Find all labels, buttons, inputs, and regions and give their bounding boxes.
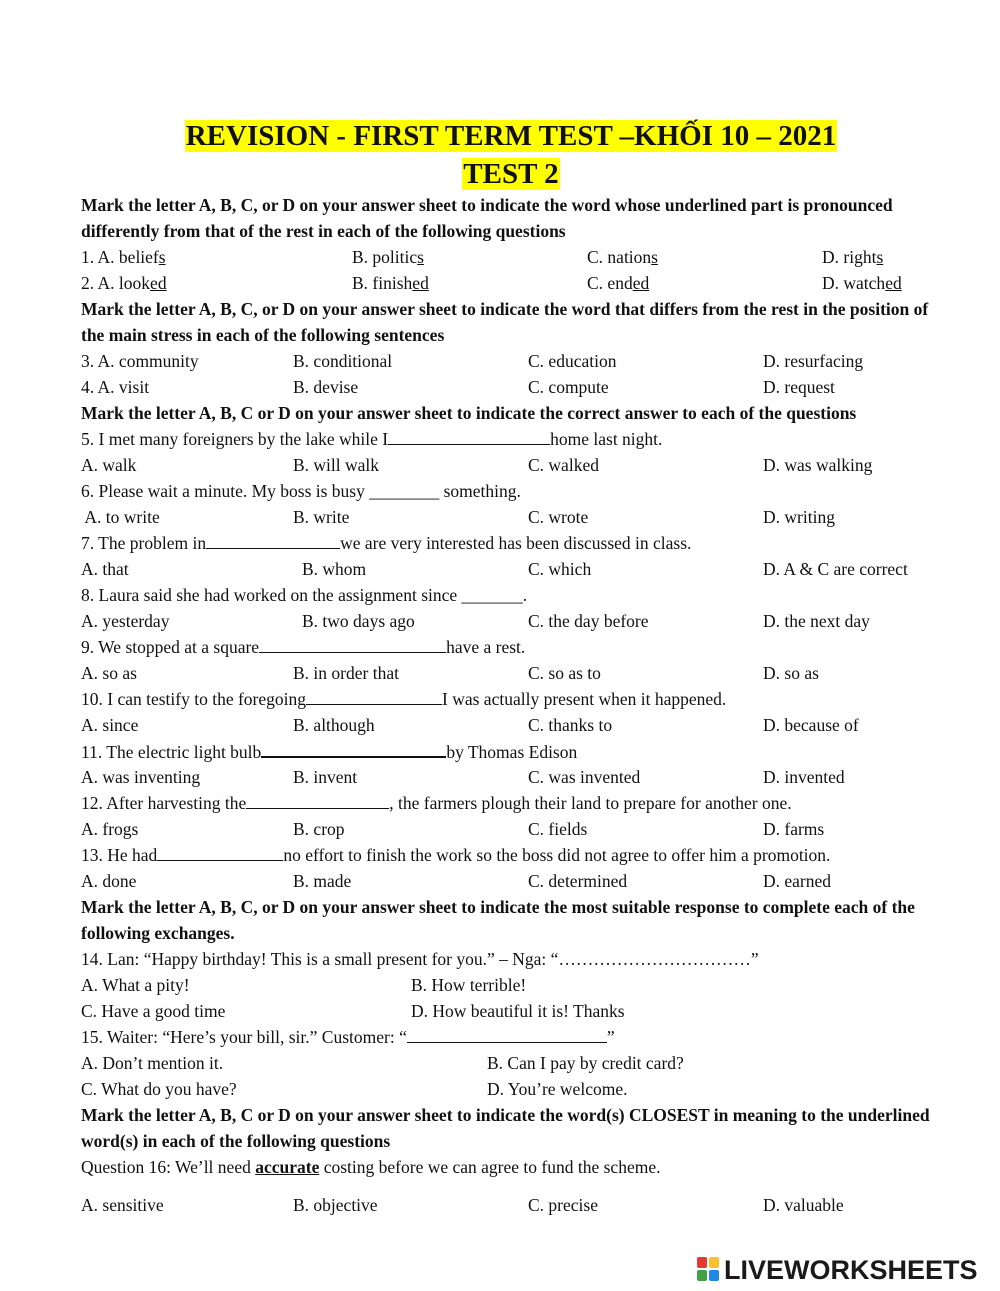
question-9-stem: 9. We stopped at a square have a rest.: [81, 634, 941, 660]
option-d: D. the next day: [763, 611, 870, 631]
option-c: C. precise: [528, 1195, 598, 1215]
option-a: A. so as: [81, 663, 137, 683]
question-5-stem: 5. I met many foreigners by the lake while I home last night.: [81, 426, 941, 452]
answer-blank: [261, 738, 446, 758]
question-16-stem: Question 16: We’ll need accurate costing before we can agree to fund the scheme.: [81, 1157, 661, 1177]
answer-blank: [407, 1024, 607, 1043]
answer-blank: [388, 426, 550, 445]
option-b: B. conditional: [293, 351, 393, 371]
option-a: A. that: [81, 559, 129, 579]
section-5-instruction: Mark the letter A, B, C or D on your answer sheet to indicate the word(s) CLOSEST in meaning to the underlined word(s) in each of the following questions: [81, 1105, 930, 1151]
option-d: D. earned: [763, 871, 832, 891]
option-c: C. Have a good time: [81, 1001, 226, 1021]
option-d: D. How beautiful it is! Thanks: [411, 1001, 625, 1021]
question-12-stem: 12. After harvesting the , the farmers plough their land to prepare for another one.: [81, 790, 941, 816]
option-a: 1. A. beliefs: [81, 247, 166, 267]
option-a: 3. A. community: [81, 351, 199, 371]
question-15-stem: 15. Waiter: “Here’s your bill, sir.” Customer: “ ”: [81, 1024, 941, 1050]
option-c: C. walked: [528, 455, 599, 475]
option-b: B. finished: [352, 273, 429, 293]
title-block: [81, 114, 941, 190]
option-a: 4. A. visit: [81, 377, 150, 397]
question-6-options: [81, 504, 941, 530]
option-b: B. How terrible!: [411, 975, 527, 995]
option-d: D. valuable: [763, 1195, 844, 1215]
option-a: A. What a pity!: [81, 975, 190, 995]
question-11-stem: 11. The electric light bulb by Thomas Edison: [81, 738, 941, 764]
option-c: C. What do you have?: [81, 1079, 237, 1099]
logo-text: LIVEWORKSHEETS: [724, 1254, 978, 1285]
option-c: C. compute: [528, 377, 609, 397]
option-d: D. because of: [763, 715, 859, 735]
option-c: C. fields: [528, 819, 588, 839]
option-d: D. watched: [822, 273, 902, 293]
option-a: A. sensitive: [81, 1195, 164, 1215]
option-b: B. although: [293, 715, 375, 735]
option-d: D. request: [763, 377, 835, 397]
question-2: [81, 270, 941, 296]
option-b: B. politics: [352, 247, 424, 267]
option-c: C. thanks to: [528, 715, 613, 735]
option-c: C. which: [528, 559, 592, 579]
question-8-stem: 8. Laura said she had worked on the assignment since _______.: [81, 585, 528, 605]
question-14-options-row2: [81, 998, 941, 1024]
question-8-options: [81, 608, 941, 634]
answer-blank: [246, 790, 389, 809]
option-a: A. to write: [81, 507, 160, 527]
option-c: C. wrote: [528, 507, 589, 527]
question-10-options: [81, 712, 941, 738]
question-10-stem: 10. I can testify to the foregoing I was actually present when it happened.: [81, 686, 941, 712]
option-d: D. resurfacing: [763, 351, 864, 371]
option-c: C. so as to: [528, 663, 601, 683]
question-11-options: [81, 764, 941, 790]
page-title: REVISION - FIRST TERM TEST –KHỐI 10 – 2021: [185, 120, 837, 152]
option-b: B. two days ago: [302, 611, 415, 631]
question-16-options: [81, 1192, 941, 1218]
answer-blank: [306, 686, 442, 705]
option-b: B. whom: [302, 559, 367, 579]
question-15-options-row2: [81, 1076, 941, 1102]
question-4: [81, 374, 941, 400]
option-d: D. A & C are correct: [763, 559, 908, 579]
option-b: B. devise: [293, 377, 359, 397]
option-b: B. invent: [293, 767, 358, 787]
option-d: D. You’re welcome.: [487, 1079, 628, 1099]
underlined-keyword: accurate: [255, 1157, 320, 1177]
question-3: [81, 348, 941, 374]
question-9-options: [81, 660, 941, 686]
answer-blank: [206, 530, 340, 549]
question-13-stem: 13. He had no effort to finish the work so the boss did not agree to offer him a promotion.: [81, 842, 941, 868]
option-d: D. farms: [763, 819, 825, 839]
option-a: A. since: [81, 715, 139, 735]
question-13-options: [81, 868, 941, 894]
option-c: C. was invented: [528, 767, 641, 787]
option-b: B. crop: [293, 819, 345, 839]
question-6-stem: 6. Please wait a minute. My boss is busy ________ something.: [81, 481, 521, 501]
option-c: C. education: [528, 351, 617, 371]
option-d: D. invented: [763, 767, 845, 787]
option-b: B. Can I pay by credit card?: [487, 1053, 684, 1073]
option-b: B. will walk: [293, 455, 380, 475]
option-a: A. was inventing: [81, 767, 201, 787]
option-d: D. was walking: [763, 455, 873, 475]
option-a: A. Don’t mention it.: [81, 1053, 224, 1073]
question-5-options: [81, 452, 941, 478]
worksheet-page: [81, 114, 941, 1218]
option-b: B. in order that: [293, 663, 399, 683]
option-c: C. nations: [587, 247, 658, 267]
option-b: B. made: [293, 871, 352, 891]
option-d: D. rights: [822, 247, 884, 267]
section-2-instruction: Mark the letter A, B, C, or D on your answer sheet to indicate the word that differs from the rest in the position of the main stress in each of the following sentences: [81, 299, 929, 345]
question-15-options-row1: [81, 1050, 941, 1076]
option-c: C. ended: [587, 273, 650, 293]
answer-blank: [157, 842, 283, 861]
option-c: C. the day before: [528, 611, 649, 631]
option-a: A. yesterday: [81, 611, 170, 631]
option-a: A. done: [81, 871, 137, 891]
option-b: B. write: [293, 507, 350, 527]
section-1-instruction: Mark the letter A, B, C, or D on your answer sheet to indicate the word whose underlined part is pronounced differently from that of the rest in each of the following questions: [81, 195, 893, 241]
question-12-options: [81, 816, 941, 842]
section-4-instruction: Mark the letter A, B, C, or D on your answer sheet to indicate the most suitable response to complete each of the following exchanges.: [81, 897, 915, 943]
section-3-instruction: Mark the letter A, B, C or D on your answer sheet to indicate the correct answer to each of the questions: [81, 403, 857, 423]
question-14-stem: 14. Lan: “Happy birthday! This is a small present for you.” – Nga: “……………………………”: [81, 949, 759, 969]
option-b: B. objective: [293, 1195, 378, 1215]
test-number: TEST 2: [463, 158, 559, 190]
option-a: 2. A. looked: [81, 273, 167, 293]
liveworksheets-logo: [697, 1255, 978, 1285]
liveworksheets-logo-icon: [697, 1257, 721, 1283]
option-a: A. frogs: [81, 819, 139, 839]
question-14-options-row1: [81, 972, 941, 998]
option-a: A. walk: [81, 455, 137, 475]
question-7-stem: 7. The problem in we are very interested has been discussed in class.: [81, 530, 941, 556]
question-7-options: [81, 556, 941, 582]
answer-blank: [259, 634, 446, 653]
question-1: [81, 244, 941, 270]
option-c: C. determined: [528, 871, 628, 891]
option-d: D. writing: [763, 507, 835, 527]
option-d: D. so as: [763, 663, 819, 683]
